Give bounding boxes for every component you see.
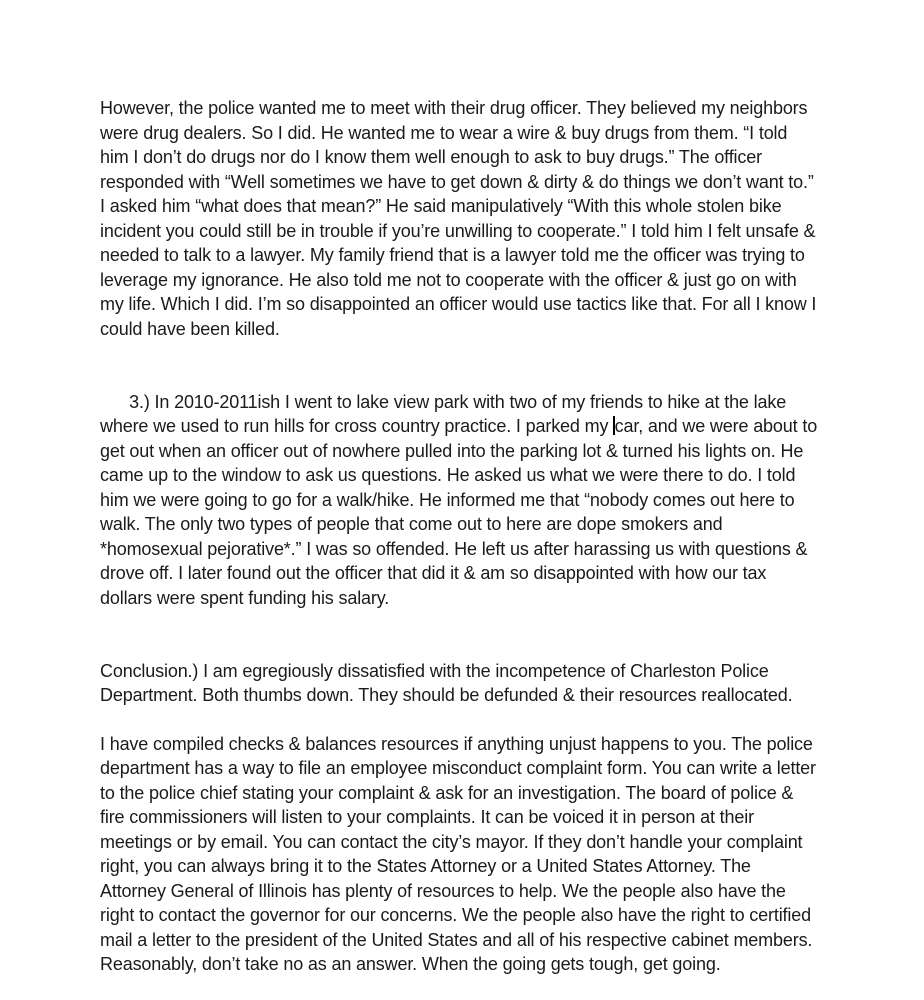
paragraph-conclusion[interactable]: Conclusion.) I am egregiously dissatisfied with the incompetence of Charleston Police Department. Both thumbs down. They should be defunded & their resources reallocated. (100, 660, 793, 705)
paragraph-drug-officer[interactable]: However, the police wanted me to meet with their drug officer. They believed my neighbors were drug dealers. So I did. He wanted me to wear a wire & buy drugs from them. “I told him I don’t do drugs nor do I know them well enough to ask to buy drugs.” The officer responded with “Well sometimes we have to get down & dirty & do things we don’t want to.” I asked him “what does that mean?” He said manipulatively “With this whole stolen bike incident you could still be in trouble if you’re unwilling to cooperate.” I told him I felt unsafe & needed to talk to a lawyer. My family friend that is a lawyer told me the officer was trying to leverage my ignorance. He also told me not to cooperate with the officer & just go on with my life. Which I did. I’m so disappointed an officer would use tactics like that. For all I know I could have been killed. (100, 98, 822, 339)
paragraph-lake-view-park[interactable] (100, 365, 820, 635)
paragraph-text-before-caret[interactable]: 3.) In 2010-2011ish I went to lake view park with two of my friends to hike at the lake where we used to run hills for cross country practice. I parked my (100, 391, 791, 436)
document-text-body (100, 96, 820, 977)
paragraph-checks-and-balances[interactable]: I have compiled checks & balances resources if anything unjust happens to you. The police department has a way to file an employee misconduct complaint form. You can write a letter to the police chief stating your complaint & ask for an investigation. The board of police & fire commissioners will listen to your complaints. It can be voiced it in person at their meetings or by email. You can contact the city’s mayor. If they don’t handle your complaint right, you can always bring it to the States Attorney or a United States Attorney. The Attorney General of Illinois has plenty of resources to help. We the people also have the right to contact the governor for our concerns. We the people also have the right to certified mail a letter to the president of the United States and all of his respective cabinet members. Reasonably, don’t take no as an answer. When the going gets tough, get going. (100, 733, 821, 974)
paragraph-text-after-caret[interactable]: car, and we were about to get out when an officer out of nowhere pulled into the parking lot & turned his lights on. He came up to the window to ask us questions. He asked us what we were there to do. I told him we were going to go for a walk/hike. He informed me that “nobody comes out here to walk. The only two types of people that come out to here are dope smokers and *homosexual pejorative*.” I was so offended. He left us after harassing us with questions & drove off. I later found out the officer that did it & am so disappointed with how our tax dollars were spent funding his salary. (100, 416, 822, 608)
